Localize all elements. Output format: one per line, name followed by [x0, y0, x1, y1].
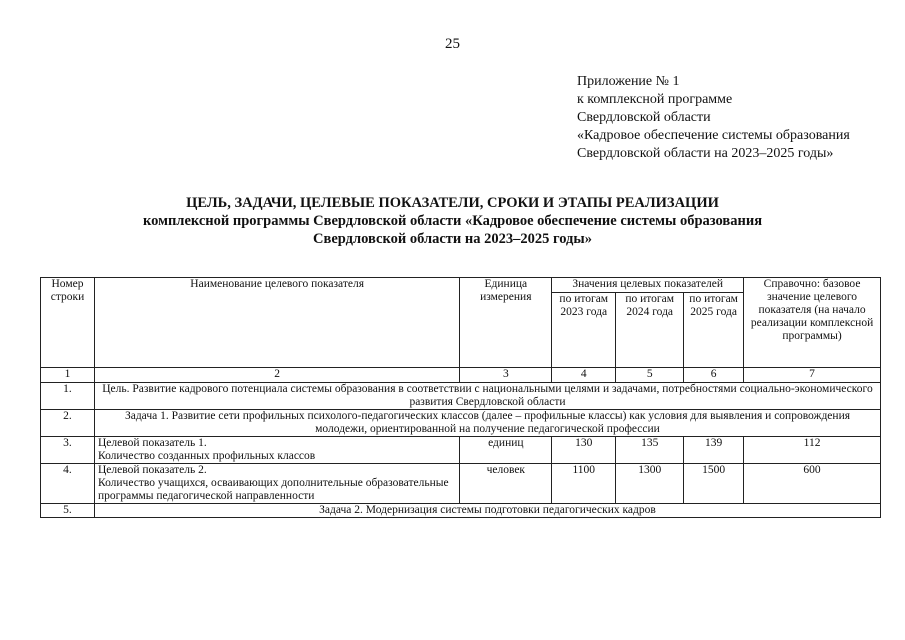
- appendix-line: Приложение № 1: [577, 74, 680, 89]
- table-row: [41, 437, 881, 464]
- indicators-table: [40, 277, 881, 518]
- value-2025: 139: [684, 437, 744, 464]
- column-number: 2: [94, 368, 459, 383]
- appendix-line: «Кадровое обеспечение системы образования: [577, 128, 850, 143]
- header-unit: Единица измерения: [460, 278, 552, 368]
- indicator-description: Количество созданных профильных классов: [97, 450, 316, 462]
- column-number: 6: [684, 368, 744, 383]
- header-values-group: Значения целевых показателей: [552, 278, 744, 293]
- column-number: 7: [744, 368, 881, 383]
- header-row-number: Номер строки: [41, 278, 95, 368]
- row-number: 5.: [41, 504, 95, 518]
- header-indicator-name: Наименование целевого показателя: [94, 278, 459, 368]
- value-2023: 1100: [552, 464, 616, 504]
- appendix-header: [577, 73, 850, 163]
- row-number: 4.: [41, 464, 95, 504]
- row-number: 1.: [41, 383, 95, 410]
- row-number: 3.: [41, 437, 95, 464]
- header-reference: Справочно: базовое значение целевого показателя (на начало реализации комплексной программы): [744, 278, 881, 368]
- value-2023: 130: [552, 437, 616, 464]
- column-number: 1: [41, 368, 95, 383]
- header-year-2023: по итогам 2023 года: [552, 293, 616, 368]
- row-number: 2.: [41, 410, 95, 437]
- indicator-name: [94, 437, 459, 464]
- appendix-line: Свердловской области на 2023–2025 годы»: [577, 146, 834, 161]
- base-value: 600: [744, 464, 881, 504]
- task-text: Задача 2. Модернизация системы подготовки педагогических кадров: [94, 504, 880, 518]
- goal-text: Цель. Развитие кадрового потенциала системы образования в соответствии с национальными целями и задачами, потребностями социально-экономического развития Свердловской области: [94, 383, 880, 410]
- indicator-description: Количество учащихся, осваивающих дополнительные образовательные программы педагогической направленности: [97, 477, 449, 502]
- value-2024: 135: [616, 437, 684, 464]
- indicator-name: [94, 464, 459, 504]
- table-row: [41, 383, 881, 410]
- table-row: [41, 410, 881, 437]
- title-line: ЦЕЛЬ, ЗАДАЧИ, ЦЕЛЕВЫЕ ПОКАЗАТЕЛИ, СРОКИ И ЭТАПЫ РЕАЛИЗАЦИИ: [186, 195, 719, 211]
- value-2025: 1500: [684, 464, 744, 504]
- title-line: комплексной программы Свердловской области «Кадровое обеспечение системы образования: [142, 213, 763, 229]
- table-row: [41, 464, 881, 504]
- task-text: Задача 1. Развитие сети профильных психолого-педагогических классов (далее – профильные классы) как условия для выявления и сопровождения молодежи, ориентированной на получение педагогической профессии: [94, 410, 880, 437]
- table-row: [41, 504, 881, 518]
- base-value: 112: [744, 437, 881, 464]
- document-title: [0, 194, 905, 248]
- indicator-title: Целевой показатель 2.: [97, 464, 207, 476]
- appendix-line: к комплексной программе: [577, 92, 733, 107]
- column-number: 5: [616, 368, 684, 383]
- column-numbers-row: [41, 368, 881, 383]
- column-number: 4: [552, 368, 616, 383]
- indicator-title: Целевой показатель 1.: [97, 437, 207, 449]
- header-year-2025: по итогам 2025 года: [684, 293, 744, 368]
- unit-cell: человек: [460, 464, 552, 504]
- page-number: 25: [445, 36, 460, 52]
- appendix-line: Свердловской области: [577, 110, 711, 125]
- header-year-2024: по итогам 2024 года: [616, 293, 684, 368]
- unit-cell: единиц: [460, 437, 552, 464]
- column-number: 3: [460, 368, 552, 383]
- title-line: Свердловской области на 2023–2025 годы»: [313, 231, 592, 247]
- value-2024: 1300: [616, 464, 684, 504]
